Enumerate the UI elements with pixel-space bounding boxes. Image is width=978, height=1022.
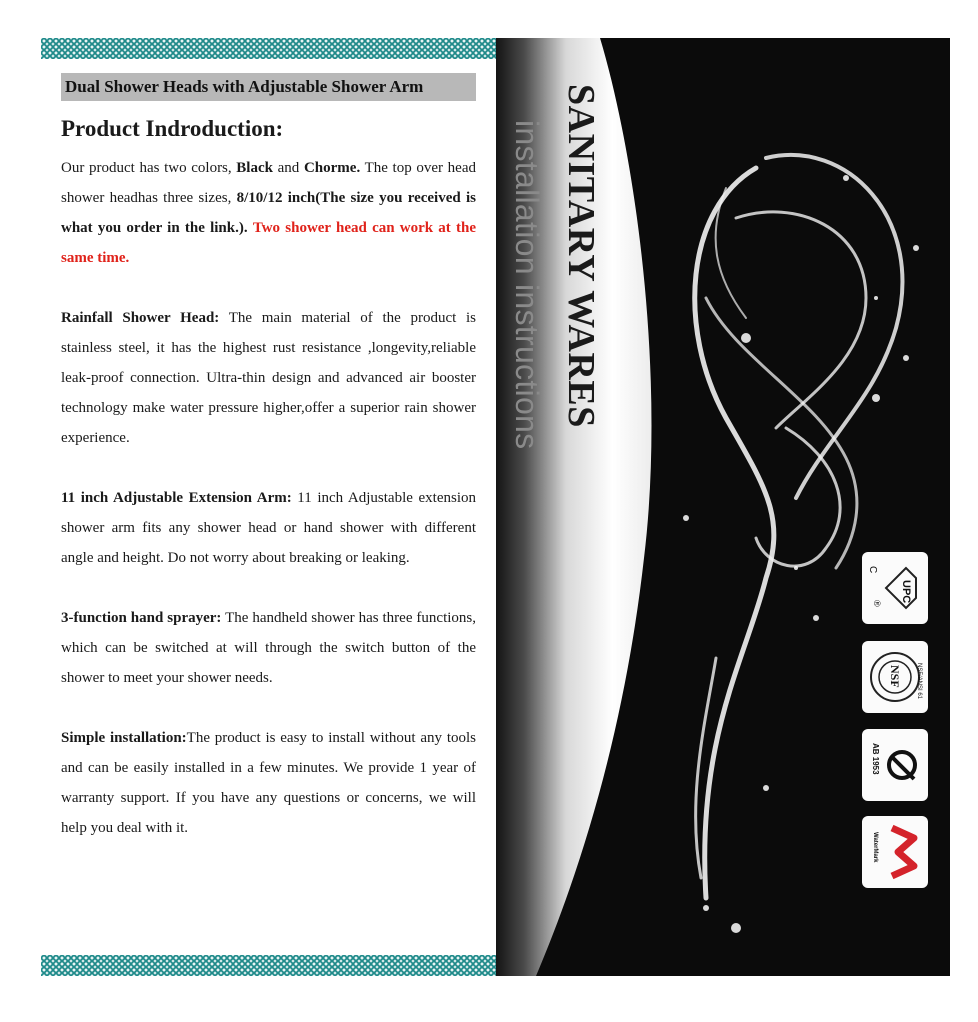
intro-paragraph <box>61 153 476 273</box>
section-label: Rainfall Shower Head: <box>61 310 220 326</box>
section-hand-sprayer <box>61 603 476 693</box>
decorative-stripe-bottom <box>41 955 496 976</box>
intro-text: and <box>272 160 304 176</box>
intro-text: Our product has two colors, <box>61 160 237 176</box>
water-splash-illustration <box>646 98 946 938</box>
highlight-note: Two shower head can work at the same time. <box>61 220 477 266</box>
intro-text: The top over head shower headhas three sizes, <box>61 160 476 206</box>
size-note: 8/10/12 inch(The size you received is what you order in the link.). <box>61 190 476 236</box>
watermark-text: WaterMark <box>872 832 878 863</box>
cover-title: SANITARY WARES <box>560 84 602 428</box>
section-installation <box>61 723 476 843</box>
section-label: Simple installation: <box>61 730 187 746</box>
upc-registered-text: ® <box>872 600 882 607</box>
spacer <box>61 573 476 603</box>
nsf-mark-text: NSF <box>888 665 902 688</box>
decorative-stripe-top <box>41 38 496 59</box>
upc-mark-text: UPC <box>900 580 912 604</box>
section-label: 11 inch Adjustable Extension Arm: <box>61 490 292 506</box>
section-heading: Product Indroduction: <box>61 116 284 141</box>
spacer <box>61 693 476 723</box>
spacer <box>61 453 476 483</box>
product-description-column <box>61 73 476 843</box>
product-title-bar: Dual Shower Heads with Adjustable Shower Arm <box>61 73 476 101</box>
ab1953-compliance-badge <box>862 729 928 801</box>
section-label: 3-function hand sprayer: <box>61 610 222 626</box>
color-chrome-label: Chorme. <box>303 160 361 176</box>
nsf-certification-badge <box>862 641 928 713</box>
section-rainfall <box>61 303 476 453</box>
upc-icon <box>862 552 928 624</box>
upc-certification-badge <box>862 552 928 624</box>
nsf-standard-text: NSF/ANSI 61 <box>916 663 922 700</box>
color-black-label: Black <box>236 160 273 176</box>
ab1953-text: AB 1953 <box>871 743 880 775</box>
section-text: The handheld shower has three functions, which can be switched at will through the switch button of the shower to meet your shower needs. <box>61 610 477 686</box>
section-text: The product is easy to install without any tools and can be easily installed in a few minutes. We provide 1 year of warranty support. If you have any questions or concerns, we will help you deal with it. <box>61 730 476 836</box>
cover-subtitle: installation instructions <box>509 120 545 450</box>
upc-c-text: C <box>867 566 878 574</box>
watermark-certification-badge <box>862 816 928 888</box>
section-text: 11 inch Adjustable extension shower arm fits any shower head or hand shower with different angle and height. Do not worry about breaking or leaking. <box>61 490 476 566</box>
section-extension-arm <box>61 483 476 573</box>
spacer <box>61 273 476 303</box>
section-text: The main material of the product is stainless steel, it has the highest rust resistance ,longevity,reliable leak-proof connection. Ultra-thin design and advanced air booster technology make water pressure higher,offer a superior rain shower experience. <box>61 310 476 446</box>
